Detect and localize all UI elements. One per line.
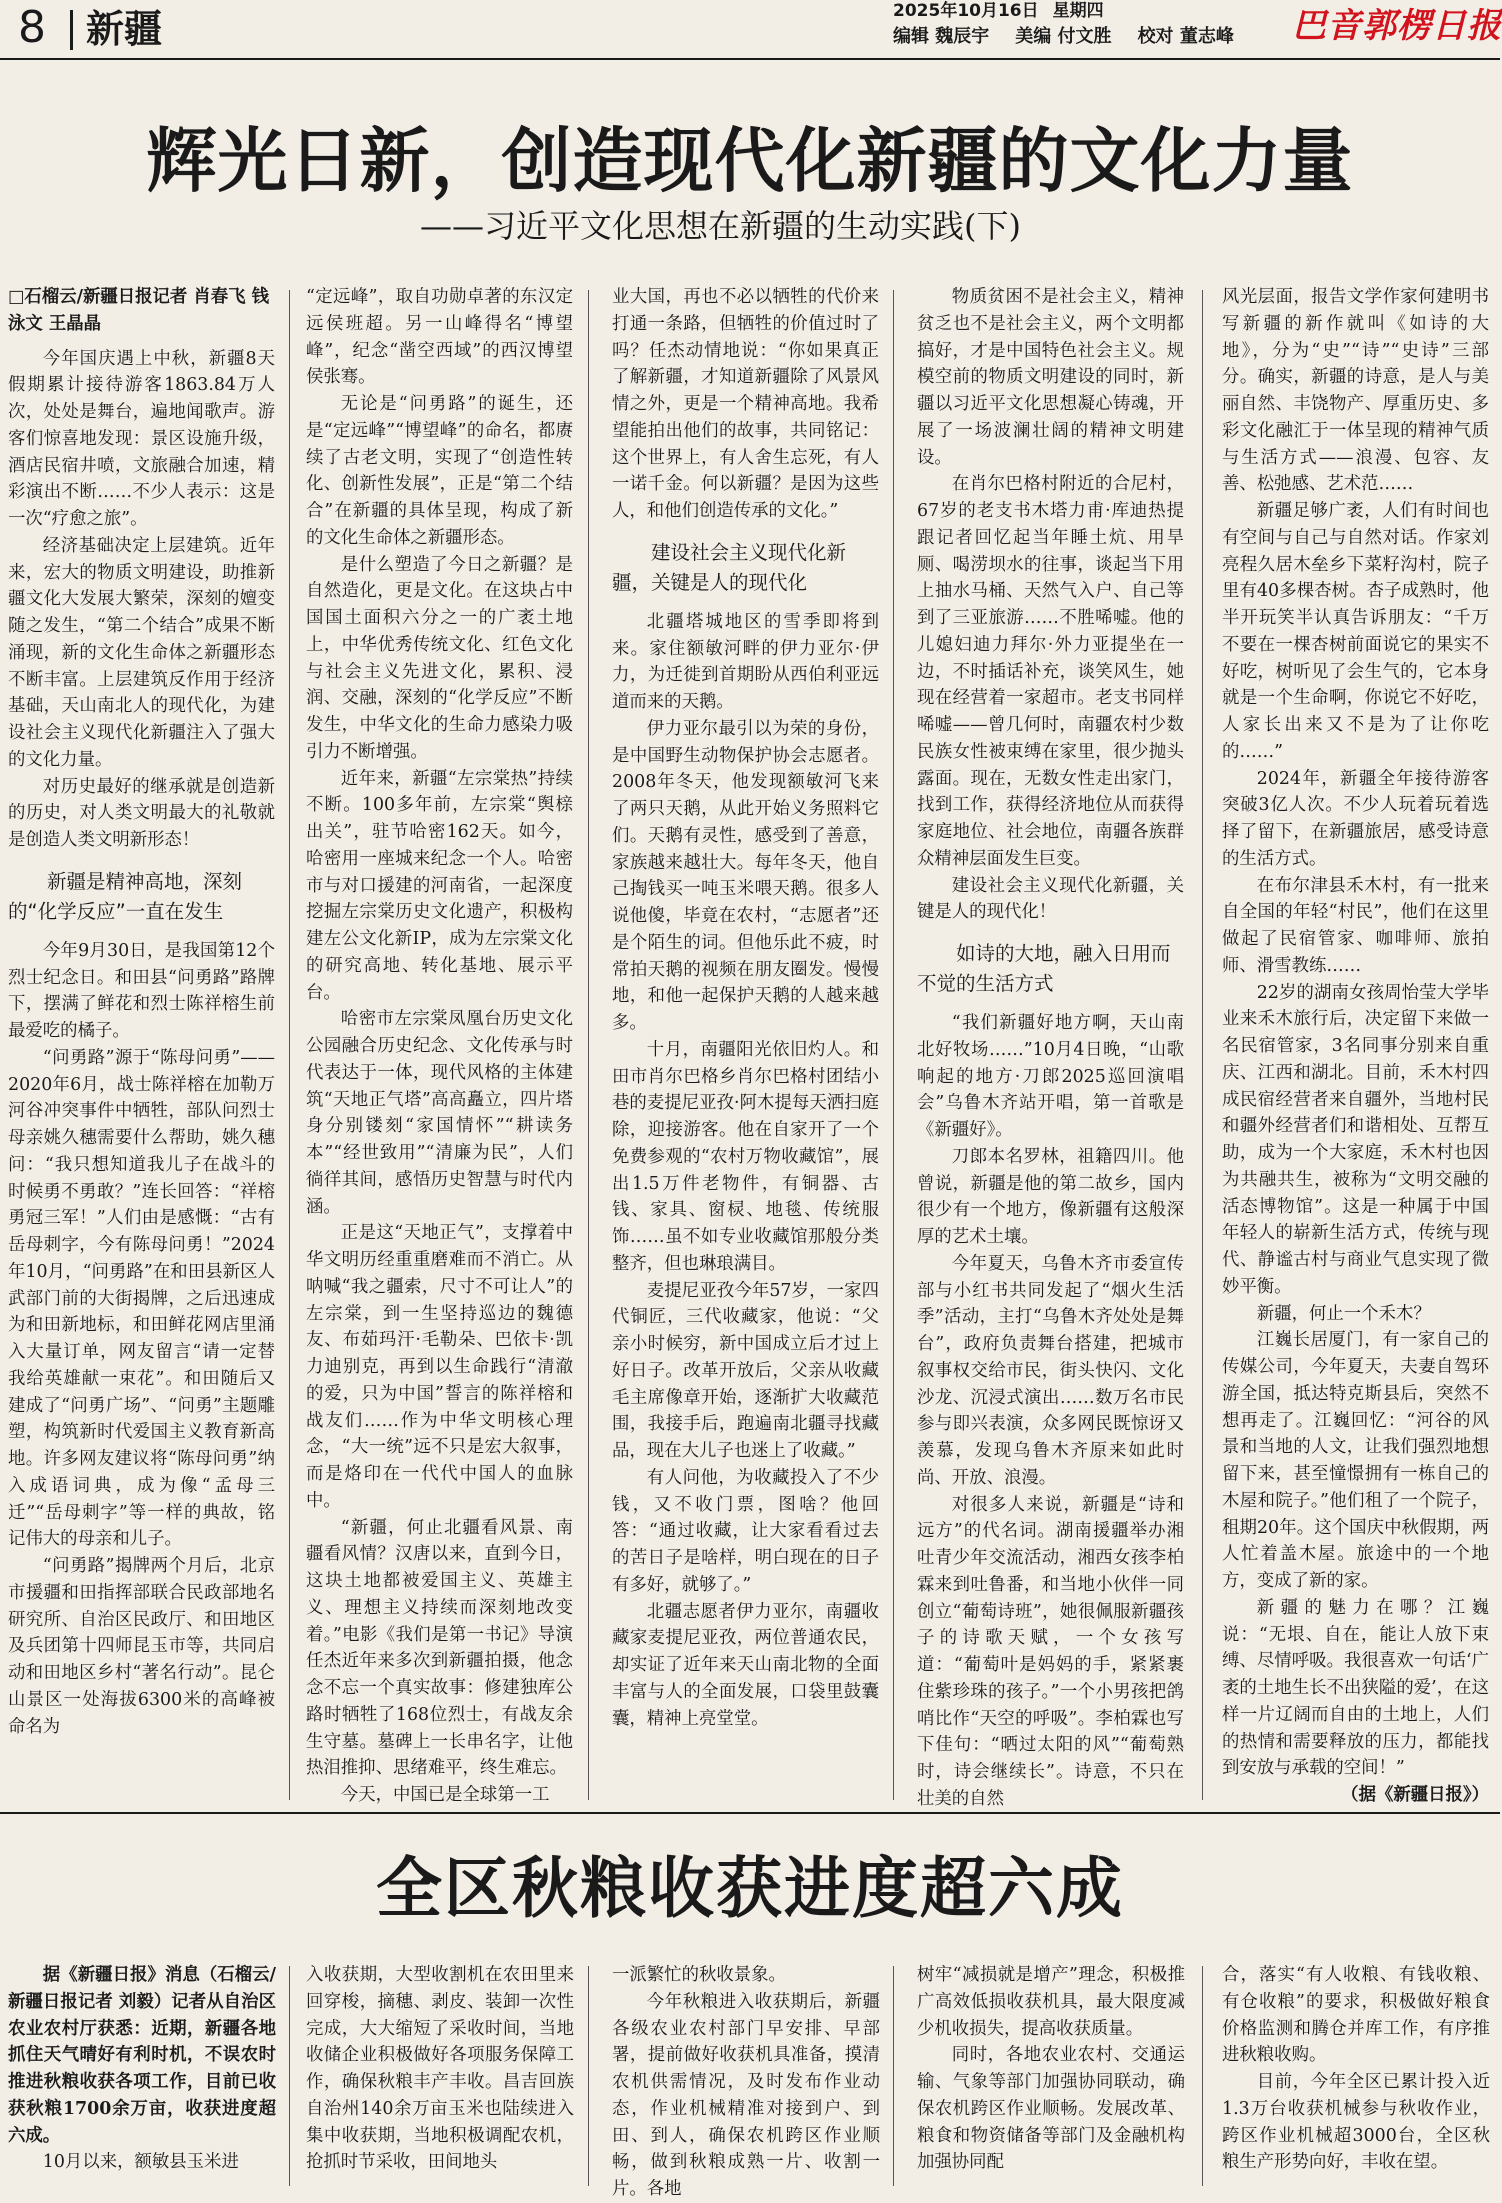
article1-column-4 — [917, 284, 1184, 1809]
paragraph: 22岁的湖南女孩周怡莹大学毕业来禾木旅行后，决定留下来做一名民宿管家，3名同事分别来自重庆、江西和湖北。目前，禾木村四成民宿经营者来自疆外，当地村民和疆外经营者们和谐相处、互帮互助，成为一个大家庭，禾木村也因为共融共生，被称为“文明交融的活态博物馆”。这是一种属于中国年轻人的崭新生活方式，传统与现代、静谧古村与商业气息实现了微妙平衡。 — [1222, 982, 1489, 1297]
paragraph: 10月以来，额敏县玉米进 — [42, 2152, 239, 2173]
section-heading: 如诗的大地，融入日用而不觉的生活方式 — [917, 942, 1171, 995]
paragraph: 一派繁忙的秋收景象。 — [612, 1965, 786, 1985]
paragraph: 2024年，新疆全年接待游客突破3亿人次。不少人玩着玩着选择了留下，在新疆旅居，感受诗意的生活方式。 — [1222, 768, 1489, 869]
paragraph: 正是这“天地正气”，支撑着中华文明历经重重磨难而不消亡。从呐喊“我之疆索，尺寸不可让人”的左宗棠，到一生坚持巡边的魏德友、布茹玛汗·毛勒朵、巴依卡·凯力迪别克，再到以生命践行“清澈的爱，只为中国”誓言的陈祥榕和战友们……作为中华文明核心理念，“大一统”远不只是宏大叙事，而是烙印在一代代中国人的血脉中。 — [306, 1223, 573, 1511]
staff-credits — [893, 25, 1260, 49]
paragraph: 今年秋粮进入收获期后，新疆各级农业农村部门早安排、早部署，提前做好收获机具准备，摸清农机供需情况，及时发布作业动态，作业机械精准对接到户、到田、到人，确保农机跨区作业顺畅，做到秋粮成熟一片、收割一片。各地 — [612, 1991, 880, 2199]
paragraph: “问勇路”源于“陈母问勇”——2020年6月，战士陈祥榕在加勒万河谷冲突事件中牺牲，部队问烈士母亲姚久穗需要什么帮助，姚久穗问：“我只想知道我儿子在战斗的时候勇不勇敢？”连长回答：“祥榕勇冠三军！”人们由是感慨：“古有岳母刺字，今有陈母问勇！”2024年10月，“问勇路”在和田县新区人武部门前的大街揭牌，之后迅速成为和田新地标，和田鲜花网店里涌入大量订单，网友留言“请一定替我给英雄献一束花”。和田随后又建成了“问勇广场”、“问勇”主题雕塑，构筑新时代爱国主义教育新高地。许多网友建议将“陈母问勇”纳入成语词典，成为像“孟母三迁”“岳母刺字”等一样的典故，铭记伟大的母亲和儿子。 — [8, 1047, 275, 1550]
paragraph: 在肖尔巴格村附近的合尼村，67岁的老支书木塔力甫·库迪热提跟记者回忆起当年睡土炕、用旱厕、喝涝坝水的往事，谈起当下用上抽水马桶、天然气入户、自己等到了三亚旅游……不胜唏嘘。他的儿媳妇迪力拜尔·外力亚提坐在一边，不时插话补充，谈笑风生，她现在经营着一家超市。老支书同样唏嘘——曾几何时，南疆农村少数民族女性被束缚在家里，很少抛头露面。现在，无数女性走出家门，找到工作，获得经济地位从而获得家庭地位、社会地位，南疆各族群众精神层面发生巨变。 — [917, 474, 1184, 869]
article1-column-1 — [8, 284, 275, 1806]
paragraph: 目前，今年全区已累计投入近1.3万台收获机械参与秋收作业，跨区作业机械超3000台，全区秋粮生产形势向好，丰收在望。 — [1222, 2072, 1490, 2173]
section-heading: 建设社会主义现代化新疆，关键是人的现代化 — [612, 540, 847, 594]
newspaper-logo: 巴音郭楞日报 — [1292, 6, 1502, 46]
section-name: 新疆 — [86, 7, 163, 51]
article1-byline: □石榴云/新疆日报记者 肖春飞 钱泳文 王晶晶 — [8, 287, 269, 334]
column-divider — [1202, 1966, 1203, 2186]
paragraph: 在布尔津县禾木村，有一批来自全国的年轻“村民”，他们在这里做起了民宿管家、咖啡师、旅拍师、滑雪教练…… — [1222, 875, 1489, 976]
paragraph: 北疆志愿者伊力亚尔，南疆收藏家麦提尼亚孜，两位普通农民，却实证了近年来天山南北物的全面丰富与人的全面发展，口袋里鼓囊囊，精神上亮堂堂。 — [612, 1601, 879, 1729]
masthead — [0, 0, 1500, 56]
article2-column-5 — [1222, 1962, 1490, 2186]
paragraph: 树牢“减损就是增产”理念，积极推广高效低损收获机具，最大限度减少机收损失，提高收获质量。 — [917, 1965, 1185, 2039]
article1-subtitle: ——习近平文化思想在新疆的生动实践(下) — [420, 207, 1021, 245]
paragraph: 物质贫困不是社会主义，精神贫乏也不是社会主义，两个文明都搞好，才是中国特色社会主义。规模空前的物质文明建设的同时，新疆以习近平文化思想凝心铸魂，开展了一场波澜壮阔的精神文明建设。 — [917, 287, 1184, 468]
paragraph: 麦提尼亚孜今年57岁，一家四代铜匠，三代收藏家，他说：“父亲小时候穷，新中国成立后才过上好日子。改革开放后，父亲从收藏毛主席像章开始，逐渐扩大收藏范围，我接手后，跑遍南北疆寻找藏品，现在大儿子也迷上了收藏。” — [612, 1280, 879, 1461]
paragraph: 江巍长居厦门，有一家自己的传媒公司，今年夏天，夫妻自驾环游全国，抵达特克斯县后，突然不想再走了。江巍回忆：“河谷的风景和当地的人文，让我们强烈地想留下来，甚至憧憬拥有一栋自己的木屋和院子。”他们租了一个院子，租期20年。这个国庆中秋假期，两人忙着盖木屋。旅途中的一个地方，变成了新的家。 — [1222, 1330, 1489, 1591]
article1-column-2 — [306, 284, 573, 1806]
article1-column-5 — [1222, 284, 1489, 1806]
paragraph: 今年国庆遇上中秋，新疆8天假期累计接待游客1863.84万人次，处处是舞台，遍地闻歌声。游客们惊喜地发现：景区设施升级，酒店民宿井喷，文旅融合加速，精彩演出不断……不少人表示：这是一次“疗愈之旅”。 — [8, 348, 275, 529]
paragraph: 无论是“问勇路”的诞生，还是“定远峰”“博望峰”的命名，都赓续了古老文明，实现了“创造性转化、创新性发展”，正是“第二个结合”在新疆的具体呈现，构成了新的文化生命体之新疆形态。 — [306, 394, 573, 548]
paragraph: 近年来，新疆“左宗棠热”持续不断。100多年前，左宗棠“舆榇出关”，驻节哈密162天。如今，哈密用一座城来纪念一个人。哈密市与对口援建的河南省，一起深度挖掘左宗棠历史文化遗产，积极构建左公文化新IP，成为左宗棠文化的研究高地、转化基地、展示平台。 — [306, 768, 573, 1003]
paragraph: “新疆，何止北疆看风景、南疆看风情？汉唐以来，直到今日，这块土地都被爱国主义、英雄主义、理想主义持续而深刻地改变着。”电影《我们是第一书记》导演任杰近年来多次到新疆拍摄，他念念不忘一个真实故事：修建独库公路时牺牲了168位烈士，有战友余生守墓。墓碑上一长串名字，让他热泪推抑、思绪难平，终生难忘。 — [306, 1517, 573, 1779]
article1-source: （据《新疆日报》） — [1341, 1785, 1489, 1805]
header-rule — [0, 58, 1500, 60]
paragraph: 今年9月30日，是我国第12个烈士纪念日。和田县“问勇路”路牌下，摆满了鲜花和烈士陈祥榕生前最爱吃的橘子。 — [8, 940, 275, 1041]
paragraph: 新疆的魅力在哪？江巍说：“无垠、自在，能让人放下束缚、尽情呼吸。我很喜欢一句话‘广袤的土地生长不出狭隘的爱’，在这样一片辽阔而自由的土地上，人们的热情和需要释放的压力，都能找到安放与承载的空间！” — [1222, 1597, 1489, 1779]
paragraph: 同时，各地农业农村、交通运输、气象等部门加强协同联动，确保农机跨区作业顺畅。发展改革、粮食和物资储备等部门及金融机构加强协同配 — [917, 2045, 1185, 2173]
proofreader-credit: 校对 董志峰 — [1137, 26, 1234, 47]
issue-date-line — [893, 0, 1118, 22]
column-divider — [289, 290, 290, 1800]
paragraph: 伊力亚尔最引以为荣的身份，是中国野生动物保护协会志愿者。2008年冬天，他发现额敏河飞来了两只天鹅，从此开始义务照料它们。天鹅有灵性，感受到了善意，家族越来越壮大。每年冬天，他自己掏钱买一吨玉米喂天鹅。很多人说他傻，毕竟在农村，“志愿者”还是个陌生的词。但他乐此不疲，时常拍天鹅的视频在朋友圈发。慢慢地，和他一起保护天鹅的人越来越多。 — [612, 718, 879, 1033]
paragraph: 业大国，再也不必以牺牲的代价来打通一条路，但牺牲的价值过时了吗？任杰动情地说：“你如果真正了解新疆，才知道新疆除了风景风情之外，更是一个精神高地。我希望能拍出他们的故事，共同铭记：这个世界上，有人舍生忘死，有人一诺千金。何以新疆？是因为这些人，和他们创造传承的文化。” — [612, 287, 879, 521]
article2-title: 全区秋粮收获进度超六成 — [376, 1849, 1124, 1927]
paragraph: 哈密市左宗棠凤凰台历史文化公园融合历史纪念、文化传承与时代表达于一体，现代风格的主体建筑“天地正气塔”高高矗立，四片塔身分别镂刻“家国情怀”“耕读务本”“经世致用”“清廉为民”，人们徜徉其间，感悟历史智慧与时代内涵。 — [306, 1009, 573, 1217]
column-divider — [893, 290, 894, 1800]
paragraph: 入收获期，大型收割机在农田里来回穿梭，摘穗、剥皮、装卸一次性完成，大大缩短了采收时间，当地收储企业积极做好各项服务保障工作，确保秋粮丰产丰收。昌吉回族自治州140余万亩玉米也陆续进入集中收获期，当地积极调配农机，抢抓时节采收，田间地头 — [306, 1965, 574, 2173]
paragraph: 合，落实“有人收粮、有钱收粮、有仓收粮”的要求，积极做好粮食价格监测和腾仓并库工作，有序推进秋粮收购。 — [1222, 1965, 1490, 2066]
article2-lead: 据《新疆日报》消息（石榴云/新疆日报记者 刘毅）记者从自治区农业农村厅获悉：近期，新疆各地抓住天气晴好有利时机，不误农时推进秋粮收获各项工作，目前已收获秋粮1700余万亩，收获进度超六成。 — [8, 1965, 276, 2146]
article1-column-3 — [612, 284, 879, 1806]
paragraph: 有人问他，为收藏投入了不少钱，又不收门票，图啥？他回答：“通过收藏，让大家看看过去的苦日子是啥样，明白现在的日子有多好，就够了。” — [612, 1467, 879, 1595]
article-separator-rule — [0, 1812, 1500, 1814]
paragraph: 今年夏天，乌鲁木齐市委宣传部与小红书共同发起了“烟火生活季”活动，主打“乌鲁木齐处处是舞台”，政府负责舞台搭建，把城市叙事权交给市民，街头快闪、文化沙龙、沉浸式演出……数万名市民参与即兴表演，众多网民既惊讶又羡慕，发现乌鲁木齐原来如此时尚、开放、浪漫。 — [917, 1253, 1184, 1488]
article2-column-3 — [612, 1962, 880, 2199]
page-separator — [70, 10, 73, 50]
paragraph: 对历史最好的继承就是创造新的历史，对人类文明最大的礼敬就是创造人类文明新形态！ — [8, 776, 275, 850]
paragraph: 是什么塑造了今日之新疆？是自然造化，更是文化。在这块占中国国土面积六分之一的广袤土地上，中华优秀传统文化、红色文化与社会主义先进文化，累积、浸润、交融，深刻的“化学反应”不断发生，中华文化的生命力感染力吸引力不断增强。 — [306, 554, 573, 762]
paragraph: 十月，南疆阳光依旧灼人。和田市肖尔巴格乡肖尔巴格村团结小巷的麦提尼亚孜·阿木提每天洒扫庭除，迎接游客。他在自家开了一个免费参观的“农村万物收藏馆”，展出1.5万件老物件，有铜器、古钱、家具、窗棂、地毯、传统服饰……虽不如专业收藏馆那般分类整齐，但也琳琅满目。 — [612, 1039, 879, 1274]
column-divider — [588, 290, 589, 1800]
paragraph: 新疆足够广袤，人们有时间也有空间与自己与自然对话。作家刘亮程久居木垒乡下菜籽沟村，院子里有40多棵杏树。杏子成熟时，他半开玩笑半认真告诉朋友：“千万不要在一棵杏树前面说它的果实不好吃，树听见了会生气的，它本身就是一个生命啊，你说它不好吃，人家长出来又不是为了让你吃的……” — [1222, 501, 1489, 762]
column-divider — [289, 1966, 290, 2186]
paragraph: 经济基础决定上层建筑。近年来，宏大的物质文明建设，助推新疆文化大发展大繁荣，深刻的嬗变随之发生，“第二个结合”成果不断涌现，新的文化生命体之新疆形态不断丰富。上层建筑反作用于经济基础，天山南北人的现代化，为建设社会主义现代化新疆注入了强大的文化力量。 — [8, 535, 275, 770]
paragraph: “定远峰”，取自功勋卓著的东汉定远侯班超。另一山峰得名“博望峰”，纪念“凿空西域”的西汉博望侯张骞。 — [306, 287, 573, 388]
article2-column-2 — [306, 1962, 574, 2186]
paragraph: 建设社会主义现代化新疆，关键是人的现代化！ — [917, 875, 1184, 923]
article2-column-4 — [917, 1962, 1185, 2186]
column-divider — [1202, 290, 1203, 1800]
paragraph: 对很多人来说，新疆是“诗和远方”的代名词。湖南援疆举办湘吐青少年交流活动，湘西女孩李柏霖来到吐鲁番，和当地小伙伴一同创立“葡萄诗班”，她很佩服新疆孩子的诗歌天赋，一个女孩写道：“葡萄叶是妈妈的手，紧紧裹住紫珍珠的孩子。”一个小男孩把鸽哨比作“天空的呼吸”。李柏霖也写下佳句：“晒过太阳的风”“葡萄熟时，诗会继续长”。诗意，不只在壮美的自然 — [917, 1494, 1184, 1809]
paragraph: 今天，中国已是全球第一工 — [340, 1785, 550, 1805]
issue-date: 2025年10月16日 — [893, 1, 1039, 21]
column-divider — [588, 1966, 589, 2186]
paragraph: 新疆，何止一个禾木？ — [1256, 1303, 1431, 1324]
paragraph: 风光层面，报告文学作家何建明书写新疆的新作就叫《如诗的大地》，分为“史”“诗”“史诗”三部分。确实，新疆的诗意，是人与美丽自然、丰饶物产、厚重历史、多彩文化融汇于一体呈现的精神气质与生活方式——浪漫、包容、友善、松弛感、艺术范…… — [1222, 287, 1489, 495]
article2-column-1 — [8, 1962, 276, 2186]
page-number: 8 — [18, 2, 46, 53]
paragraph: 刀郎本名罗林，祖籍四川。他曾说，新疆是他的第二故乡，国内很少有一个地方，像新疆有这般深厚的艺术土壤。 — [917, 1146, 1184, 1247]
editor-credit: 编辑 魏辰宇 — [893, 26, 990, 47]
article1-title: 辉光日新，创造现代化新疆的文化力量 — [146, 120, 1354, 202]
paragraph: 北疆塔城地区的雪季即将到来。家住额敏河畔的伊力亚尔·伊力，为迁徙到首期盼从西伯利亚远道而来的天鹅。 — [612, 611, 879, 712]
paragraph: “我们新疆好地方啊，天山南北好牧场……”10月4日晚，“山歌响起的地方·刀郎2025巡回演唱会”乌鲁木齐站开唱，第一首歌是《新疆好》。 — [917, 1013, 1184, 1140]
section-heading: 新疆是精神高地，深刻的“化学反应”一直在发生 — [8, 869, 243, 923]
paragraph: “问勇路”揭牌两个月后，北京市援疆和田指挥部联合民政部地名研究所、自治区民政厅、和田地区及兵团第十四师昆玉市等，共同启动和田地区乡村“著名行动”。昆仑山景区一处海拔6300米的高峰被命名为 — [8, 1556, 275, 1737]
art-editor-credit: 美编 付文胜 — [1015, 26, 1112, 47]
column-divider — [893, 1966, 894, 2186]
issue-weekday: 星期四 — [1052, 1, 1104, 21]
